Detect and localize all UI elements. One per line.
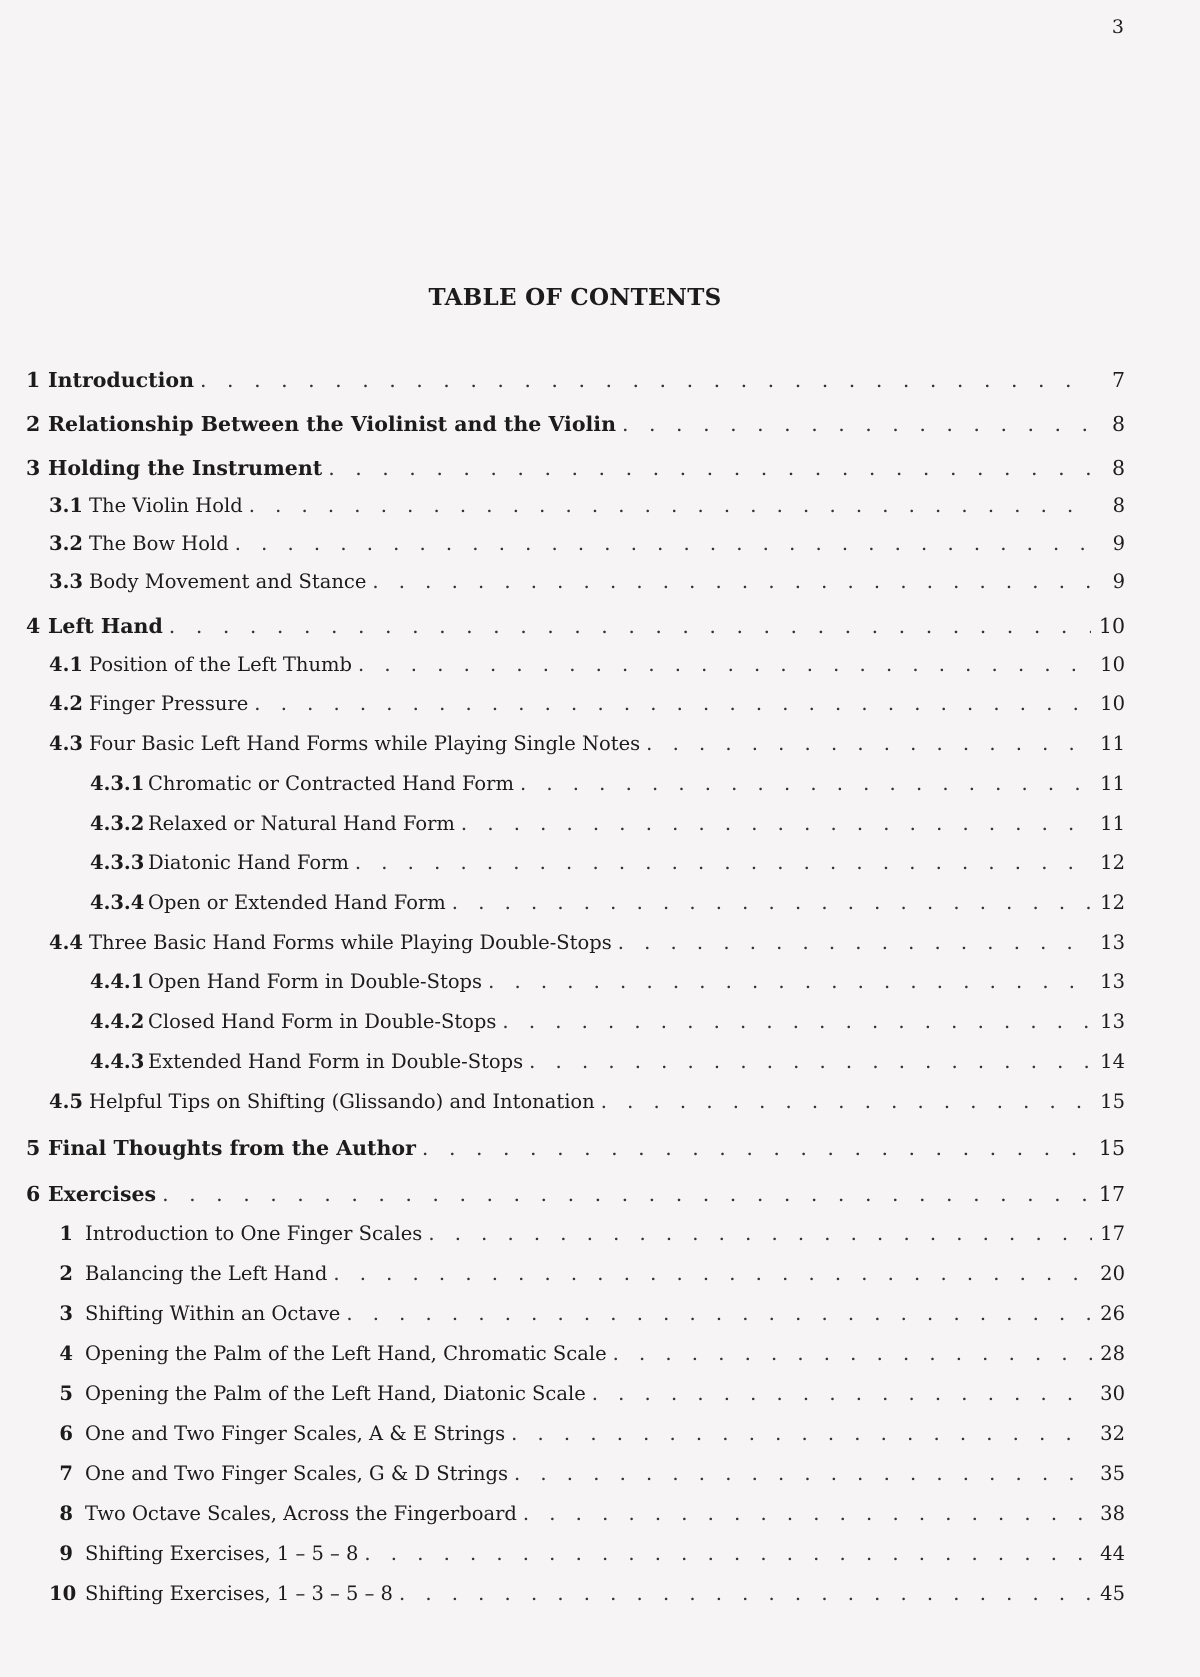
toc-entry-number: 8 xyxy=(59,1502,73,1525)
toc-entry-number: 4.5 xyxy=(49,1090,83,1113)
dot-leader xyxy=(502,1010,1092,1033)
toc-entry-title: Extended Hand Form in Double-Stops xyxy=(148,1050,524,1073)
toc-exercise-1[interactable] xyxy=(49,1222,1125,1252)
dot-leader xyxy=(520,772,1092,795)
toc-entry-holding-instrument[interactable] xyxy=(26,456,1125,486)
toc-entry-final-thoughts[interactable] xyxy=(26,1136,1125,1166)
toc-entry-number: 4.2 xyxy=(49,692,83,715)
toc-entry-number: 3 xyxy=(26,456,41,480)
dot-leader xyxy=(346,1302,1092,1325)
dot-leader xyxy=(355,851,1092,874)
toc-entry-closed-double-stops[interactable] xyxy=(90,1010,1125,1040)
toc-entry-page: 15 xyxy=(1100,1090,1125,1113)
toc-entry-title: Two Octave Scales, Across the Fingerboard xyxy=(85,1502,517,1525)
toc-entry-extended-double-stops[interactable] xyxy=(90,1050,1125,1080)
toc-entry-violin-hold[interactable] xyxy=(49,494,1125,524)
toc-entry-page: 11 xyxy=(1100,772,1125,795)
toc-entry-page: 14 xyxy=(1100,1050,1125,1073)
toc-entry-number: 3.2 xyxy=(49,532,83,555)
toc-exercise-5[interactable] xyxy=(49,1382,1125,1412)
toc-entry-title: Balancing the Left Hand xyxy=(85,1262,328,1285)
toc-entry-page: 44 xyxy=(1100,1542,1125,1565)
toc-entry-title: Relaxed or Natural Hand Form xyxy=(148,812,455,835)
toc-entry-number: 6 xyxy=(59,1422,73,1445)
toc-entry-page: 11 xyxy=(1100,732,1125,755)
dot-leader xyxy=(428,1222,1092,1245)
toc-exercise-8[interactable] xyxy=(49,1502,1125,1532)
dot-leader xyxy=(488,970,1092,993)
toc-entry-number: 4.4.3 xyxy=(90,1050,145,1073)
dot-leader xyxy=(169,614,1091,638)
toc-entry-title: Open Hand Form in Double-Stops xyxy=(148,970,483,993)
toc-entry-page: 13 xyxy=(1100,931,1125,954)
toc-entry-chromatic-form[interactable] xyxy=(90,772,1125,802)
dot-leader xyxy=(613,1342,1093,1365)
toc-entry-page: 35 xyxy=(1100,1462,1125,1485)
toc-entry-page: 38 xyxy=(1100,1502,1125,1525)
dot-leader xyxy=(601,1090,1092,1113)
dot-leader xyxy=(622,412,1093,436)
toc-entry-title: Introduction to One Finger Scales xyxy=(85,1222,423,1245)
dot-leader xyxy=(364,1542,1092,1565)
toc-entry-page: 12 xyxy=(1100,891,1125,914)
toc-entry-title: Four Basic Left Hand Forms while Playing Single Notes xyxy=(89,732,641,755)
toc-entry-diatonic-form[interactable] xyxy=(90,851,1125,881)
page-number: 3 xyxy=(1111,16,1124,38)
dot-leader xyxy=(358,653,1092,676)
toc-entry-left-hand[interactable] xyxy=(26,614,1125,644)
toc-entry-number: 4.4.2 xyxy=(90,1010,145,1033)
toc-entry-number: 3.1 xyxy=(49,494,83,517)
toc-entry-number: 2 xyxy=(59,1262,73,1285)
toc-entry-body-movement[interactable] xyxy=(49,570,1125,600)
dot-leader xyxy=(399,1582,1092,1605)
toc-entry-title: Helpful Tips on Shifting (Glissando) and Intonation xyxy=(89,1090,595,1113)
toc-entry-title: Final Thoughts from the Author xyxy=(48,1136,416,1160)
dot-leader xyxy=(461,812,1092,835)
toc-entry-page: 17 xyxy=(1100,1222,1125,1245)
toc-exercise-2[interactable] xyxy=(49,1262,1125,1292)
toc-entry-page: 11 xyxy=(1100,812,1125,835)
toc-entry-title: Holding the Instrument xyxy=(48,456,323,480)
toc-entry-number: 4.4 xyxy=(49,931,83,954)
toc-entry-page: 20 xyxy=(1100,1262,1125,1285)
toc-entry-page: 9 xyxy=(1112,570,1125,593)
toc-entry-number: 6 xyxy=(26,1182,41,1206)
toc-entry-title: Shifting Exercises, 1 – 3 – 5 – 8 xyxy=(85,1582,393,1605)
toc-exercise-10[interactable] xyxy=(49,1582,1125,1612)
toc-entry-number: 4.4.1 xyxy=(90,970,145,993)
toc-entry-number: 4.1 xyxy=(49,653,83,676)
dot-leader xyxy=(452,891,1092,914)
toc-entry-page: 13 xyxy=(1100,1010,1125,1033)
dot-leader xyxy=(333,1262,1092,1285)
toc-entry-title: Closed Hand Form in Double-Stops xyxy=(148,1010,497,1033)
dot-leader xyxy=(646,732,1092,755)
toc-entry-exercises[interactable] xyxy=(26,1182,1125,1212)
toc-entry-title: One and Two Finger Scales, A & E Strings xyxy=(85,1422,506,1445)
toc-entry-page: 9 xyxy=(1112,532,1125,555)
dot-leader xyxy=(235,532,1093,555)
toc-entry-title: Shifting Exercises, 1 – 5 – 8 xyxy=(85,1542,359,1565)
toc-exercise-3[interactable] xyxy=(49,1302,1125,1332)
toc-entry-page: 10 xyxy=(1100,653,1125,676)
toc-entry-number: 7 xyxy=(59,1462,73,1485)
toc-entry-left-thumb[interactable] xyxy=(49,653,1125,683)
dot-leader xyxy=(523,1502,1092,1525)
toc-entry-page: 8 xyxy=(1111,456,1125,480)
toc-entry-page: 8 xyxy=(1111,412,1125,436)
toc-entry-title: Open or Extended Hand Form xyxy=(148,891,446,914)
toc-entry-title: Position of the Left Thumb xyxy=(89,653,353,676)
toc-entry-number: 4.3 xyxy=(49,732,83,755)
toc-entry-number: 4 xyxy=(59,1342,73,1365)
dot-leader xyxy=(514,1462,1092,1485)
toc-entry-page: 7 xyxy=(1111,368,1125,392)
toc-entry-title: The Bow Hold xyxy=(89,532,229,555)
toc-entry-title: Left Hand xyxy=(48,614,163,638)
toc-entry-number: 4 xyxy=(26,614,41,638)
toc-entry-title: One and Two Finger Scales, G & D Strings xyxy=(85,1462,509,1485)
toc-entry-number: 2 xyxy=(26,412,41,436)
toc-entry-number: 3.3 xyxy=(49,570,83,593)
toc-entry-bow-hold[interactable] xyxy=(49,532,1125,562)
toc-entry-title: The Violin Hold xyxy=(89,494,243,517)
toc-entry-title: Opening the Palm of the Left Hand, Chromatic Scale xyxy=(85,1342,607,1365)
dot-leader xyxy=(511,1422,1092,1445)
toc-entry-page: 8 xyxy=(1112,494,1125,517)
toc-entry-number: 4.3.3 xyxy=(90,851,145,874)
toc-entry-page: 45 xyxy=(1100,1582,1125,1605)
toc-entry-title: Exercises xyxy=(48,1182,157,1206)
toc-exercise-9[interactable] xyxy=(49,1542,1125,1572)
toc-entry-number: 10 xyxy=(49,1582,77,1605)
toc-entry-page: 13 xyxy=(1100,970,1125,993)
dot-leader xyxy=(618,931,1092,954)
toc-entry-introduction[interactable] xyxy=(26,368,1125,398)
dot-leader xyxy=(592,1382,1092,1405)
toc-entry-relaxed-form[interactable] xyxy=(90,812,1125,842)
toc-exercise-4[interactable] xyxy=(49,1342,1125,1372)
toc-entry-relationship[interactable] xyxy=(26,412,1125,442)
toc-entry-title: Relationship Between the Violinist and the Violin xyxy=(48,412,616,436)
toc-entry-four-basic-forms[interactable] xyxy=(49,732,1125,762)
toc-entry-number: 4.3.1 xyxy=(90,772,145,795)
dot-leader xyxy=(249,494,1093,517)
toc-entry-number: 3 xyxy=(59,1302,73,1325)
toc-entry-number: 5 xyxy=(59,1382,73,1405)
toc-entry-title: Shifting Within an Octave xyxy=(85,1302,341,1325)
toc-exercise-7[interactable] xyxy=(49,1462,1125,1492)
toc-entry-number: 9 xyxy=(59,1542,73,1565)
toc-entry-title: Finger Pressure xyxy=(89,692,249,715)
toc-entry-page: 15 xyxy=(1098,1136,1125,1160)
toc-entry-finger-pressure[interactable] xyxy=(49,692,1125,722)
toc-entry-number: 1 xyxy=(26,368,41,392)
toc-entry-number: 4.3.2 xyxy=(90,812,145,835)
dot-leader xyxy=(200,368,1093,392)
toc-entry-number: 1 xyxy=(59,1222,73,1245)
toc-exercise-6[interactable] xyxy=(49,1422,1125,1452)
dot-leader xyxy=(529,1050,1092,1073)
toc-entry-page: 17 xyxy=(1098,1182,1125,1206)
dot-leader xyxy=(422,1136,1091,1160)
toc-entry-title: Body Movement and Stance xyxy=(89,570,367,593)
dot-leader xyxy=(254,692,1092,715)
toc-entry-page: 10 xyxy=(1100,692,1125,715)
dot-leader xyxy=(162,1182,1091,1206)
toc-entry-title: Chromatic or Contracted Hand Form xyxy=(148,772,514,795)
toc-entry-title: Three Basic Hand Forms while Playing Double-Stops xyxy=(89,931,612,954)
toc-entry-page: 28 xyxy=(1100,1342,1125,1365)
toc-entry-three-basic-forms[interactable] xyxy=(49,931,1125,961)
toc-entry-page: 26 xyxy=(1100,1302,1125,1325)
page-title: TABLE OF CONTENTS xyxy=(428,284,722,311)
toc-entry-number: 5 xyxy=(26,1136,41,1160)
toc-entry-helpful-tips[interactable] xyxy=(49,1090,1125,1120)
toc-entry-page: 12 xyxy=(1100,851,1125,874)
dot-leader xyxy=(372,570,1093,593)
toc-entry-title: Opening the Palm of the Left Hand, Diatonic Scale xyxy=(85,1382,586,1405)
toc-entry-open-extended-form[interactable] xyxy=(90,891,1125,921)
toc-entry-title: Diatonic Hand Form xyxy=(148,851,349,874)
toc-entry-title: Introduction xyxy=(48,368,194,392)
toc-entry-open-double-stops[interactable] xyxy=(90,970,1125,1000)
toc-entry-page: 32 xyxy=(1100,1422,1125,1445)
dot-leader xyxy=(328,456,1093,480)
toc-entry-page: 30 xyxy=(1100,1382,1125,1405)
toc-entry-number: 4.3.4 xyxy=(90,891,145,914)
toc-entry-page: 10 xyxy=(1098,614,1125,638)
